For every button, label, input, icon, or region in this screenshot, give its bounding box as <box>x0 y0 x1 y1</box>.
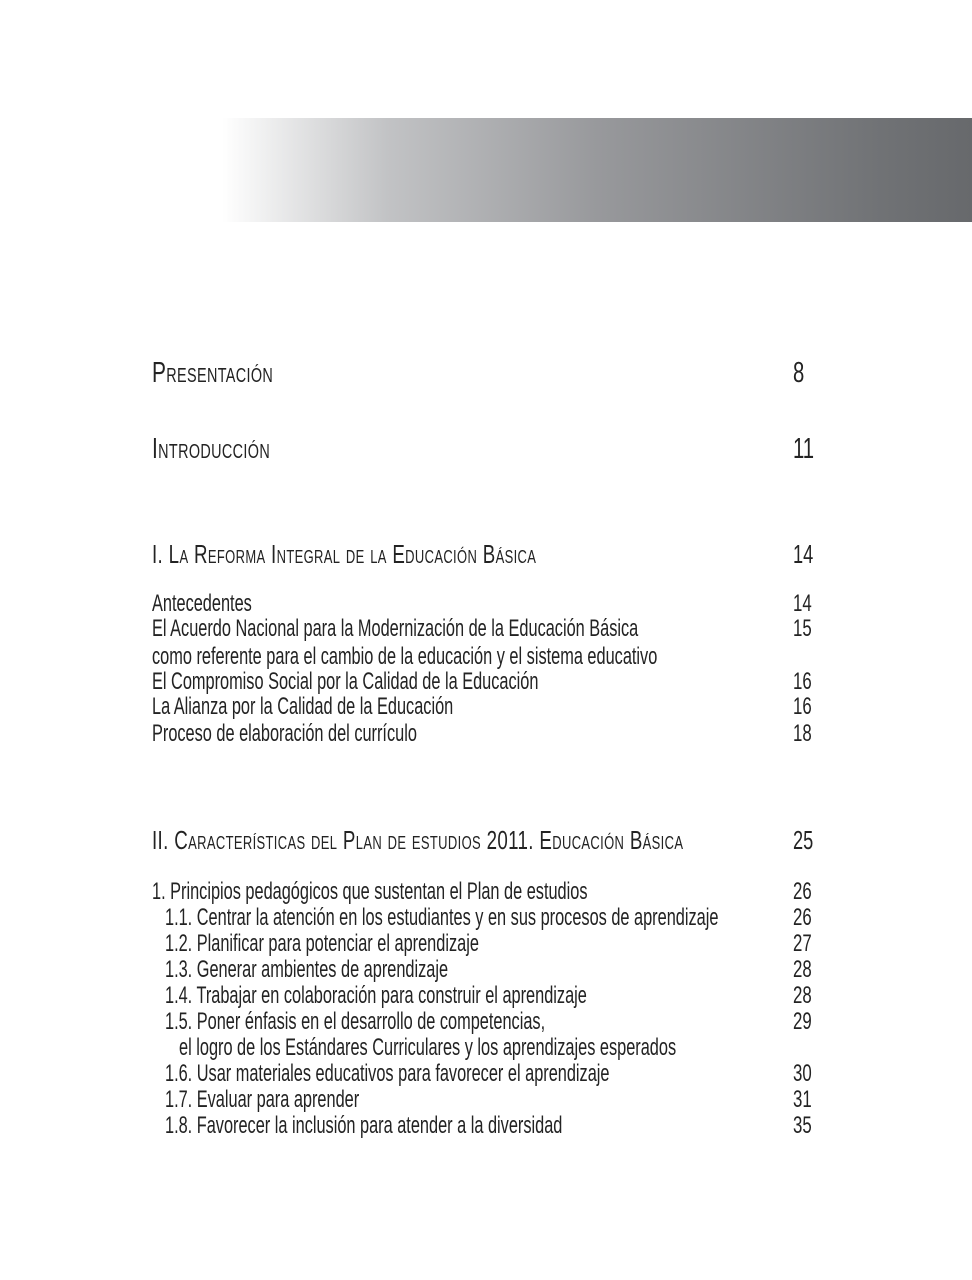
toc-entry-label: 1.3. Generar ambientes de aprendizaje <box>165 956 449 983</box>
toc-row <box>152 669 872 695</box>
toc-entry-page: 14 <box>793 539 814 569</box>
toc-row <box>152 983 872 1009</box>
toc-entry-label: Antecedentes <box>152 590 252 617</box>
toc-row-presentacion <box>152 358 872 388</box>
toc-row <box>152 879 872 905</box>
toc-entry-page: 26 <box>793 904 812 931</box>
toc-entry-label: 1.4. Trabajar en colaboración para construir el aprendizaje <box>165 982 587 1009</box>
toc-entry-label: 1.7. Evaluar para aprender <box>165 1086 360 1113</box>
toc-entry-label: como referente para el cambio de la educación y el sistema educativo <box>152 643 658 670</box>
toc-entry-label: Presentación <box>152 357 274 389</box>
toc-row <box>152 694 872 720</box>
toc-entry-label: 1.8. Favorecer la inclusión para atender a la diversidad <box>165 1112 563 1139</box>
toc-entry-page: 18 <box>793 720 812 747</box>
toc-entry-label: 1.2. Planificar para potenciar el aprendizaje <box>165 930 479 957</box>
toc-entry-label: 1. Principios pedagógicos que sustentan el Plan de estudios <box>152 878 588 905</box>
toc-entry-label: 1.6. Usar materiales educativos para favorecer el aprendizaje <box>165 1060 610 1087</box>
toc-row-continuation <box>152 644 872 670</box>
toc-row <box>152 931 872 957</box>
toc-entry-label: El Acuerdo Nacional para la Modernización de la Educación Básica <box>152 615 639 642</box>
toc-entry-page: 26 <box>793 878 812 905</box>
toc-entry-label: El Compromiso Social por la Calidad de la Educación <box>152 668 539 695</box>
toc-entry-page: 16 <box>793 693 812 720</box>
index-header-banner <box>222 118 972 306</box>
toc-entry-page: 16 <box>793 668 812 695</box>
toc-entry-label: 1.5. Poner énfasis en el desarrollo de competencias, <box>165 1008 546 1035</box>
toc-row <box>152 905 872 931</box>
toc-entry-page: 11 <box>793 433 815 465</box>
toc-entry-label: el logro de los Estándares Curriculares y los aprendizajes esperados <box>179 1034 677 1061</box>
toc-entry-label: I. La Reforma Integral de la Educación Básica <box>152 539 537 569</box>
toc-row <box>152 1009 872 1035</box>
toc-entry-label: Proceso de elaboración del currículo <box>152 720 417 747</box>
toc-entry-label: II. Características del Plan de estudios 2011. Educación Básica <box>152 825 684 855</box>
toc-row-section-2 <box>152 826 872 854</box>
toc-entry-page: 27 <box>793 930 812 957</box>
toc-row <box>152 616 872 642</box>
toc-entry-page: 15 <box>793 615 812 642</box>
toc-entry-page: 14 <box>793 590 812 617</box>
toc-entry-label: La Alianza por la Calidad de la Educación <box>152 693 454 720</box>
toc-row <box>152 591 872 617</box>
toc-entry-page: 8 <box>793 357 805 389</box>
toc-row-introduccion <box>152 434 872 464</box>
toc-row <box>152 957 872 983</box>
toc-row <box>152 1087 872 1113</box>
toc-entry-label: 1.1. Centrar la atención en los estudiantes y en sus procesos de aprendizaje <box>165 904 719 931</box>
toc-entry-page: 31 <box>793 1086 812 1113</box>
toc-entry-page: 29 <box>793 1008 812 1035</box>
toc-row <box>152 1061 872 1087</box>
toc-row-section-1 <box>152 540 872 568</box>
toc-entry-page: 28 <box>793 982 812 1009</box>
toc-entry-page: 35 <box>793 1112 812 1139</box>
toc-entry-page: 25 <box>793 825 814 855</box>
page-title: ÍNDICE <box>473 255 597 306</box>
toc-row <box>152 1113 872 1139</box>
toc-row <box>152 721 872 747</box>
toc-entry-page: 30 <box>793 1060 812 1087</box>
toc-entry-label: Introducción <box>152 433 271 465</box>
toc-row-continuation <box>152 1035 872 1061</box>
toc-entry-page: 28 <box>793 956 812 983</box>
